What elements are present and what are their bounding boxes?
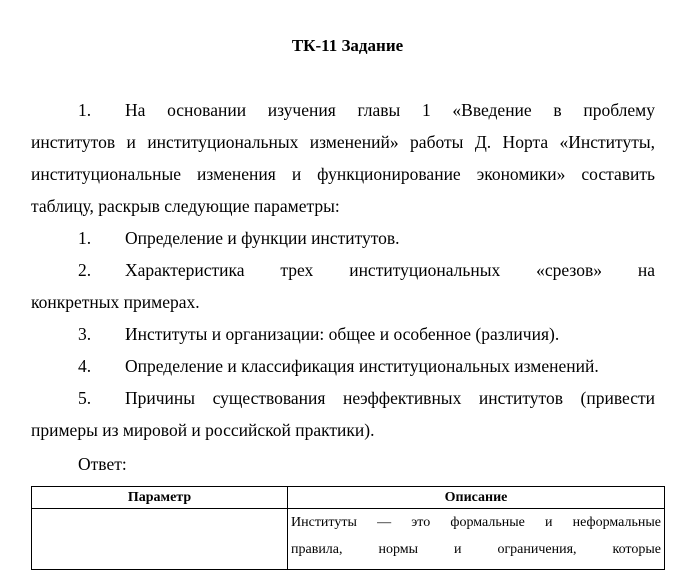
- list-item-text: Определение и функции институтов.: [125, 228, 400, 248]
- parameter-list: [31, 222, 655, 446]
- list-item-text: Институты и организации: общее и особенное (различия).: [125, 324, 560, 344]
- list-item-text: Определение и классификация институциональных изменений.: [125, 356, 599, 376]
- table-row: [32, 509, 665, 570]
- intro-paragraph: [31, 94, 655, 222]
- table-header-row: [32, 487, 665, 509]
- answer-label: Ответ:: [78, 454, 127, 474]
- list-item: [31, 222, 655, 254]
- list-item-number: 1.: [78, 228, 92, 248]
- list-item-number: 3.: [78, 324, 92, 344]
- parameter-cell: [32, 509, 288, 570]
- list-item-text: Причины существования неэффективных институтов (привести: [125, 388, 655, 408]
- list-item-number: 5.: [78, 388, 92, 408]
- intro-line-2: институтов и институциональных изменений» работы Д. Норта «Институты,: [31, 132, 655, 152]
- intro-number: 1.: [78, 100, 92, 120]
- list-item: [31, 382, 655, 414]
- list-item-continuation: примеры из мировой и российской практики).: [31, 420, 375, 440]
- answer-table: [31, 486, 665, 570]
- document-title: ТК-11 Задание: [291, 36, 404, 55]
- header-parameter: Параметр: [32, 487, 288, 509]
- intro-line-1: На основании изучения главы 1 «Введение в проблему: [125, 100, 655, 120]
- list-item: [31, 318, 655, 350]
- header-description: Описание: [288, 487, 665, 509]
- list-item-continuation: конкретных примерах.: [31, 292, 200, 312]
- list-item: [31, 254, 655, 286]
- description-cell: [288, 509, 665, 570]
- intro-line-3: институциональные изменения и функционирование экономики» составить: [31, 164, 655, 184]
- list-item-number: 2.: [78, 260, 92, 280]
- description-line: правила, нормы и ограничения, которые: [291, 542, 661, 557]
- intro-line-4: таблицу, раскрыв следующие параметры:: [31, 196, 340, 216]
- list-item-number: 4.: [78, 356, 92, 376]
- description-line: Институты — это формальные и неформальные: [291, 515, 661, 530]
- list-item-text: Характеристика трех институциональных «срезов» на: [125, 260, 655, 280]
- list-item: [31, 350, 655, 382]
